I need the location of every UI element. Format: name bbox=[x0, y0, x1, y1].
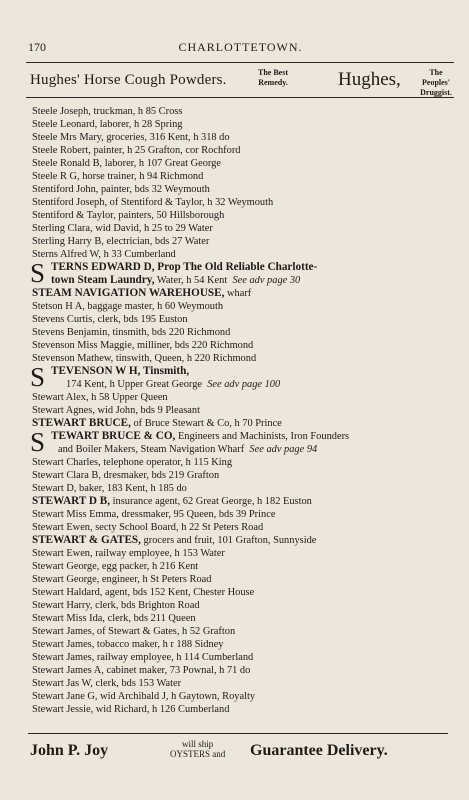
listing-entry: Stewart D, baker, 183 Kent, h 185 do bbox=[32, 483, 187, 494]
listing-entry: Stewart Ewen, railway employee, h 153 Water bbox=[32, 548, 225, 559]
listing-entry: Stewart Harry, clerk, bds Brighton Road bbox=[32, 600, 200, 611]
listing-entry: Stevenson Mathew, tinswith, Queen, h 220 Richmond bbox=[32, 353, 257, 364]
listing-entry: Stevenson Miss Maggie, milliner, bds 220 Richmond bbox=[32, 340, 254, 351]
ad-tagline: Guarantee Delivery. bbox=[250, 742, 388, 759]
listing-entry: Steele R G, horse trainer, h 94 Richmond bbox=[32, 171, 204, 182]
listing-entry: Sterling Clara, wid David, h 25 to 29 Water bbox=[32, 223, 213, 234]
listing-entry: Stentiford Joseph, of Stentiford & Taylor, h 32 Weymouth bbox=[32, 197, 274, 208]
listing-entry: Stewart Jessie, wid Richard, h 126 Cumberland bbox=[32, 704, 230, 715]
featured-entry-stevenson-wh: S TEVENSON W H, Tinsmith, 174 Kent, h Upper Great George See adv page 100 bbox=[30, 362, 281, 392]
page-number: 170 bbox=[28, 40, 46, 54]
listing-entry: Stewart James, of Stewart & Gates, h 52 Grafton bbox=[32, 626, 236, 637]
listing-entry: Stevens Curtis, clerk, bds 195 Euston bbox=[32, 314, 188, 325]
listing-entry: Stewart Miss Ida, clerk, bds 211 Queen bbox=[32, 613, 196, 624]
listing-entry: Stewart George, egg packer, h 216 Kent bbox=[32, 561, 199, 572]
directory-listing bbox=[32, 105, 457, 716]
listing-entry: Stewart George, engineer, h St Peters Road bbox=[32, 574, 212, 585]
featured-entry-sterns-edward: S TERNS EDWARD D, Prop The Old Reliable Charlotte- town Steam Laundry, Water, h 54 Kent See adv page 30 bbox=[30, 258, 318, 288]
ad-merchant-name: John P. Joy bbox=[30, 742, 109, 759]
listing-entry: Stewart Haldard, agent, bds 152 Kent, Chester House bbox=[32, 587, 255, 598]
ad-brand: Hughes, bbox=[338, 69, 401, 90]
listing-entry: Stentiford John, painter, bds 32 Weymouth bbox=[32, 184, 210, 195]
drop-cap: S bbox=[30, 362, 46, 392]
ad-middle-text: will ship OYSTERS and bbox=[170, 739, 226, 759]
listing-entry: Steele Leonard, laborer, h 28 Spring bbox=[32, 119, 183, 130]
listing-entry: Stevens Benjamin, tinsmith, bds 220 Richmond bbox=[32, 327, 231, 338]
page-header bbox=[28, 40, 453, 54]
listing-entry: Stewart James A, cabinet maker, 73 Pownal, h 71 do bbox=[32, 665, 251, 676]
listing-entry: Stewart Miss Emma, dressmaker, 95 Queen, bds 39 Prince bbox=[32, 509, 276, 520]
featured-entry-stewart-db: STEWART D B, insurance agent, 62 Great George, h 182 Euston bbox=[32, 495, 312, 507]
ad-product-name: Hughes' Horse Cough Powders. bbox=[30, 72, 227, 88]
listing-entry: Steele Mrs Mary, groceries, 316 Kent, h 318 do bbox=[32, 132, 230, 143]
listing-entry: Steele Ronald B, laborer, h 107 Great George bbox=[32, 158, 221, 169]
listing-entry: Stewart James, railway employee, h 114 Cumberland bbox=[32, 652, 254, 663]
listing-entry: Stentiford & Taylor, painters, 50 Hillsborough bbox=[32, 210, 225, 221]
listing-entry: Steele Joseph, truckman, h 85 Cross bbox=[32, 106, 183, 117]
drop-cap: S bbox=[30, 427, 46, 457]
listing-entry: Stewart Ewen, secty School Board, h 22 St Peters Road bbox=[32, 522, 264, 533]
featured-entry-stewart-bruce: STEWART BRUCE, of Bruce Stewart & Co, h 70 Prince bbox=[32, 417, 282, 429]
listing-entry: Stewart Agnes, wid John, bds 9 Pleasant bbox=[32, 405, 200, 416]
listing-entry: Steele Robert, painter, h 25 Grafton, cor Rochford bbox=[32, 145, 241, 156]
listing-entry: Stetson H A, baggage master, h 60 Weymouth bbox=[32, 301, 224, 312]
listing-entry: Sterling Harry B, electrician, bds 27 Water bbox=[32, 236, 210, 247]
listing-entry: Stewart Jane G, wid Archibald J, h Gaytown, Royalty bbox=[32, 691, 256, 702]
featured-entry-stewart-bruce-co: S TEWART BRUCE & CO, Engineers and Machinists, Iron Founders and Boiler Makers, Steam Navigation Wharf See adv page 94 bbox=[30, 427, 350, 457]
listing-entry: Stewart Clara B, dresmaker, bds 219 Grafton bbox=[32, 470, 220, 481]
drop-cap: S bbox=[30, 258, 46, 288]
listing-entry: Stewart Charles, telephone operator, h 115 King bbox=[32, 457, 233, 468]
featured-entry-steam-navigation: STEAM NAVIGATION WAREHOUSE, wharf bbox=[32, 287, 252, 299]
top-advertisement bbox=[26, 62, 454, 98]
listing-entry: Stewart James, tobacco maker, h r 188 Sidney bbox=[32, 639, 224, 650]
listing-entry: Stewart Alex, h 58 Upper Queen bbox=[32, 392, 168, 403]
page-title: CHARLOTTETOWN. bbox=[178, 40, 303, 54]
ad-tagline-1: The Best Remedy. bbox=[258, 68, 288, 87]
ad-tagline-2: The Peoples' Druggist. bbox=[420, 68, 452, 97]
listing-entry: Sterns Alfred W, h 33 Cumberland bbox=[32, 249, 176, 260]
bottom-advertisement bbox=[28, 733, 448, 770]
featured-entry-stewart-gates: STEWART & GATES, grocers and fruit, 101 Grafton, Sunnyside bbox=[32, 534, 317, 546]
listing-entry: Stewart Jas W, clerk, bds 153 Water bbox=[32, 678, 182, 689]
